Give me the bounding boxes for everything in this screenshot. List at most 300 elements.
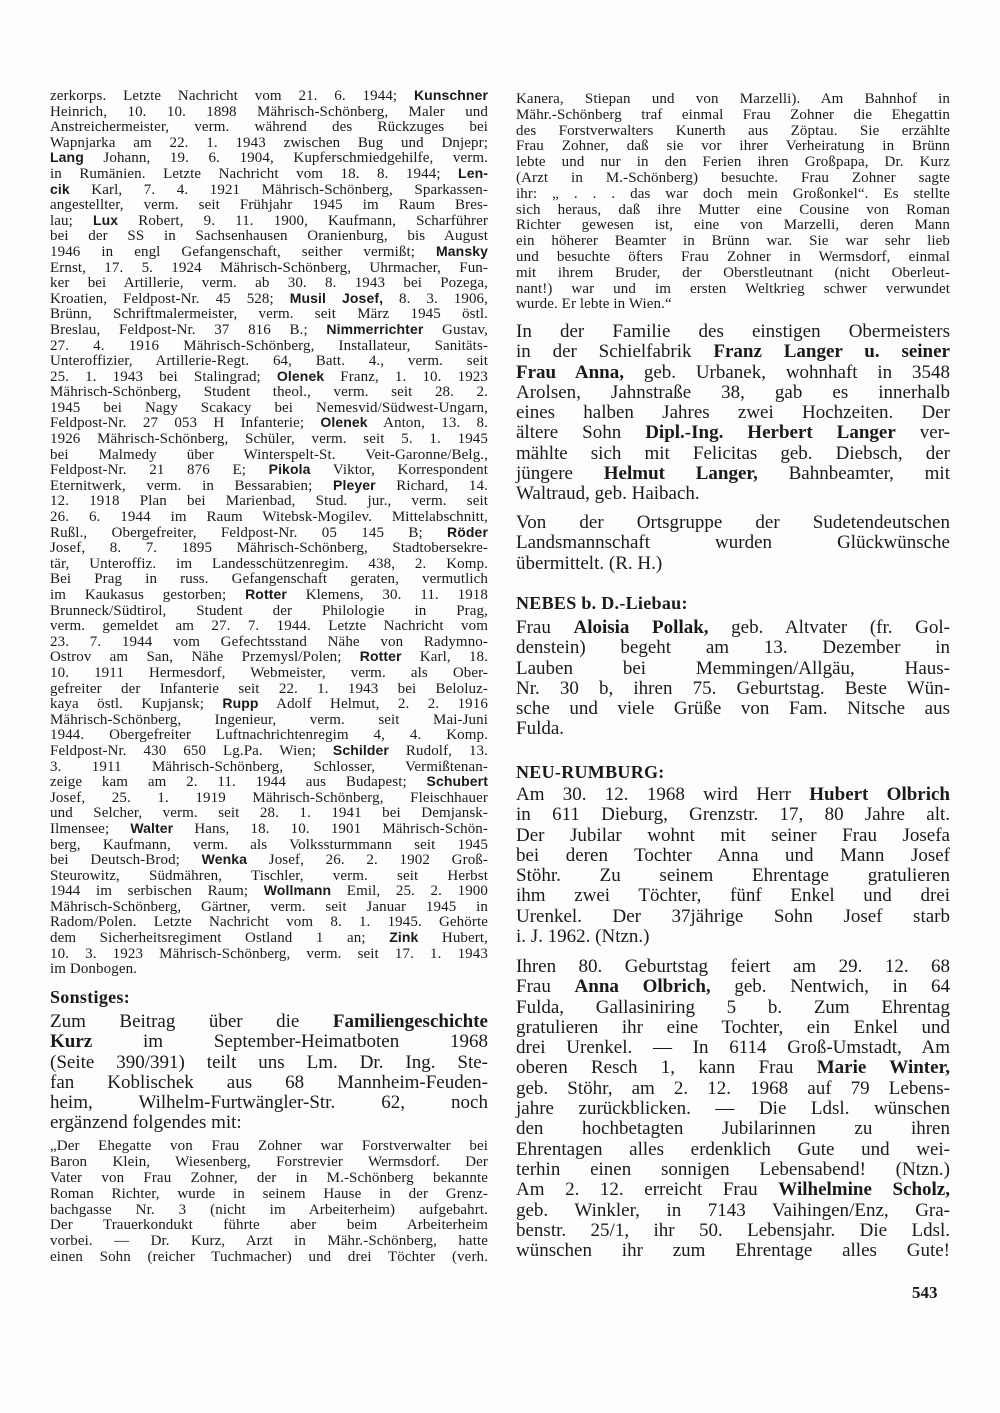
text-run: Anton, 13. 8. bbox=[367, 415, 488, 432]
text-run: drei Urenkel. — In 6114 Groß-Umstadt, Am bbox=[516, 1037, 950, 1059]
text-run: einen Sohn (reicher Tuchmacher) und drei Töchter (verh. bbox=[50, 1249, 488, 1266]
text-line bbox=[516, 679, 950, 699]
text-run: sche und viele Grüße von Fam. Nitsche aus bbox=[516, 698, 950, 720]
text-run: bei Malmedy über Winterspelt-St. Veit-Garonne/Belg., bbox=[50, 446, 488, 463]
zohner-quote-part1 bbox=[50, 1139, 488, 1266]
text-run: (Seite 390/391) teilt uns Lm. Dr. Ing. Ste- bbox=[50, 1051, 488, 1073]
text-run: Ehrentagen alles erdenklich Gute und wei- bbox=[516, 1138, 950, 1160]
text-run: und Selcher, verm. seit 28. 1. 1941 bei Demjansk- bbox=[50, 805, 488, 822]
text-line bbox=[50, 416, 488, 432]
text-line bbox=[50, 320, 488, 339]
text-run: 26. 6. 1944 im Raum Witebsk-Mogilev. Mittelabschnitt, bbox=[50, 509, 488, 526]
text-line bbox=[516, 218, 950, 234]
text-line bbox=[50, 884, 488, 900]
text-line bbox=[516, 155, 950, 171]
text-line bbox=[50, 1139, 488, 1155]
text-run: im Kaukasus gestorben; bbox=[50, 587, 246, 603]
text-line bbox=[516, 785, 950, 805]
bold-name: Olenek bbox=[276, 367, 325, 384]
bold-name: Kurz bbox=[50, 1031, 93, 1053]
text-run: zeige kam am 2. 11. 1944 aus Budapest; bbox=[50, 774, 427, 791]
text-run: bachgasse Nr. 3 (nicht im Arbeiterheim) aufgebahrt. bbox=[50, 1201, 488, 1218]
text-run: Franz, 1. 10. 1923 bbox=[324, 368, 488, 385]
text-line bbox=[50, 682, 488, 698]
text-line bbox=[50, 819, 488, 838]
text-run: übermittelt. (R. H.) bbox=[516, 552, 663, 574]
text-run: Breslau, Feldpost-Nr. 37 816 B.; bbox=[50, 321, 327, 338]
text-line bbox=[516, 444, 950, 464]
text-line bbox=[50, 289, 488, 308]
text-run: Josef, 8. 7. 1895 Mährisch-Schönberg, Stadtobersekre- bbox=[50, 540, 488, 557]
text-run: Viktor, Korrespondent bbox=[310, 462, 488, 479]
text-line bbox=[50, 962, 488, 978]
text-line bbox=[516, 957, 950, 977]
text-line bbox=[516, 927, 950, 947]
text-line bbox=[516, 1079, 950, 1099]
text-run: Feldpost-Nr. 27 053 H Infanterie; bbox=[50, 415, 321, 432]
text-run: Wapnjarka am 22. 1. 1943 zwischen Bug und Dnjepr; bbox=[50, 134, 488, 151]
text-line bbox=[516, 907, 950, 927]
text-run: Am 30. 12. 1968 wird Herr bbox=[516, 784, 810, 805]
bold-name: Helmut Langer, bbox=[603, 463, 758, 485]
text-run: terhin einen sonnigen Lebensabend! (Ntzn.) bbox=[516, 1158, 950, 1180]
bold-name: Wilhelmine Scholz, bbox=[778, 1179, 950, 1201]
text-line bbox=[50, 541, 488, 557]
text-run: Emil, 25. 2. 1900 bbox=[331, 883, 488, 900]
text-run: Josef, 25. 1. 1919 Mährisch-Schönberg, Fleischhauer bbox=[50, 789, 488, 806]
text-line bbox=[50, 775, 488, 791]
bold-name: Rotter bbox=[245, 586, 287, 602]
text-line bbox=[50, 1012, 488, 1032]
text-line bbox=[50, 604, 488, 620]
text-line bbox=[50, 697, 488, 713]
text-line bbox=[516, 363, 950, 383]
text-run: Feldpost-Nr. 430 650 Lg.Pa. Wien; bbox=[50, 742, 333, 759]
text-run: Zum Beitrag über die bbox=[50, 1011, 333, 1032]
text-run: Baron Klein, Wiesenberg, Forstrevier Wermsdorf. Der bbox=[50, 1153, 488, 1170]
text-line bbox=[516, 886, 950, 906]
text-run: geb. Altvater (fr. Gol- bbox=[708, 617, 950, 638]
text-line bbox=[516, 1018, 950, 1038]
text-line bbox=[516, 342, 950, 362]
bold-name: Musil Josef, bbox=[289, 289, 384, 306]
text-run: geb. Winkler, in 7143 Vaihingen/Enz, Gra- bbox=[516, 1199, 950, 1221]
bold-name: Hubert Olbrich bbox=[809, 784, 950, 805]
text-line bbox=[516, 484, 950, 504]
text-run: ver- bbox=[895, 422, 950, 444]
text-line bbox=[516, 659, 950, 679]
text-run: Feldpost-Nr. 21 876 E; bbox=[50, 462, 269, 479]
text-run: Anstreichermeister, verm. während des Rückzuges bei bbox=[50, 119, 488, 136]
text-line bbox=[50, 432, 488, 448]
text-line bbox=[516, 187, 950, 203]
text-run: Hubert, bbox=[418, 930, 488, 947]
text-run: 10. 1911 Hermesdorf, Webmeister, verm. als Ober- bbox=[50, 664, 488, 681]
text-line bbox=[50, 476, 488, 495]
text-run: Richter gewesen ist, eine von Marzelli, deren Mann bbox=[516, 217, 950, 234]
text-line bbox=[50, 838, 488, 854]
text-run: Frau bbox=[516, 617, 574, 638]
text-run: Von der Ortsgruppe der Sudetendeutschen bbox=[516, 512, 950, 533]
text-run: Hans, 18. 10. 1901 Mährisch-Schön- bbox=[173, 820, 488, 837]
bold-name: Schubert bbox=[426, 773, 488, 790]
bold-name: Lux bbox=[92, 211, 119, 228]
text-line bbox=[50, 666, 488, 682]
text-line bbox=[516, 139, 950, 155]
text-line bbox=[50, 760, 488, 776]
text-line bbox=[516, 108, 950, 124]
kurz-family-intro bbox=[50, 1012, 488, 1134]
text-run: bei Deutsch-Brod; bbox=[50, 852, 202, 869]
text-run: fan Koblischek aus 68 Mannheim-Feuden- bbox=[50, 1071, 488, 1093]
text-line bbox=[50, 105, 488, 121]
text-run: Kanera, Stiepan und von Marzelli). Am Bahnhof in bbox=[516, 91, 950, 107]
text-line bbox=[516, 1119, 950, 1139]
text-run: ihr: „ . . . das war doch mein Großonkel“. Es stellte bbox=[516, 185, 950, 202]
text-run: Am 2. 12. erreicht Frau bbox=[516, 1179, 779, 1201]
text-line bbox=[50, 806, 488, 822]
text-run: in Rumänien. Letzte Nachricht vom 18. 8. 1944; bbox=[50, 165, 459, 182]
text-run: ältere Sohn bbox=[516, 422, 646, 444]
text-run: Stöhr. Zu seinem Ehrentage gratulieren bbox=[516, 865, 950, 887]
text-run: geb. Nentwich, in 64 bbox=[710, 976, 951, 998]
text-run: Klemens, 30. 11. 1918 bbox=[286, 587, 488, 603]
text-run: zerkorps. Letzte Nachricht vom 21. 6. 1944; bbox=[50, 88, 414, 104]
text-line bbox=[516, 1180, 950, 1200]
text-run: 27. 4. 1916 Mährisch-Schönberg, Installateur, Sanitäts- bbox=[50, 337, 488, 354]
text-run: 8. 3. 1906, bbox=[383, 290, 488, 307]
text-line bbox=[516, 423, 950, 443]
section-heading-neu-rumburg: NEU-RUMBURG: bbox=[516, 762, 665, 782]
text-line bbox=[50, 728, 488, 744]
text-run: 12. 1918 Plan bei Marienbad, Stud. jur., verm. seit bbox=[50, 493, 488, 510]
text-run: verm. gemeldet am 27. 7. 1944. Letzte Nachricht vom bbox=[50, 618, 488, 635]
bold-name: Rupp bbox=[222, 695, 259, 712]
text-line bbox=[516, 846, 950, 866]
bold-name: Franz Langer u. seiner bbox=[713, 341, 950, 363]
text-line bbox=[516, 124, 950, 140]
text-run: 3. 1911 Mährisch-Schönberg, Schlosser, Vermißtenan- bbox=[50, 758, 488, 775]
text-run: Ilmensee; bbox=[50, 820, 131, 837]
text-run: Kroatien, Feldpost-Nr. 45 528; bbox=[50, 290, 290, 307]
text-line bbox=[516, 866, 950, 886]
text-run: gratulieren ihr eine Tochter, ein Enkel und bbox=[516, 1016, 950, 1038]
text-run: lau; bbox=[50, 212, 93, 229]
text-line bbox=[50, 1218, 488, 1234]
text-line bbox=[516, 1241, 950, 1261]
text-line bbox=[516, 282, 950, 298]
text-line bbox=[50, 931, 488, 947]
text-run: geb. Urbanek, wohnhaft in 3548 bbox=[624, 361, 951, 383]
bold-name: Marie Winter, bbox=[816, 1057, 951, 1079]
text-run: und besuchte öfters Frau Zohner in Wermsdorf, einmal bbox=[516, 248, 950, 265]
text-line bbox=[516, 533, 950, 553]
text-line bbox=[516, 554, 950, 574]
text-run: Fulda, Gallasiniring 5 b. Zum Ehrentag bbox=[516, 996, 950, 1018]
text-line bbox=[516, 1038, 950, 1058]
text-line bbox=[516, 383, 950, 403]
text-run: mählte sich mit Felicitas geb. Diebsch, der bbox=[516, 442, 950, 464]
text-run: ihm zwei Töchter, fünf Enkel und drei bbox=[516, 885, 950, 907]
text-line bbox=[50, 1113, 488, 1133]
text-run: sich heraus, daß ihre Mutter eine Cousine von Roman bbox=[516, 201, 950, 218]
text-run: Frau bbox=[516, 976, 575, 998]
text-line bbox=[50, 619, 488, 635]
text-run: gefreiter der Infanterie seit 22. 1. 1943 bei Beloluz- bbox=[50, 680, 488, 697]
text-line bbox=[50, 1250, 488, 1266]
text-run: Rußl., Obergefreiter, Feldpost-Nr. 05 145 B; bbox=[50, 524, 448, 541]
text-run: Arolsen, Jahnstraße 38, gab es innerhalb bbox=[516, 381, 950, 403]
bold-name: Len- bbox=[458, 164, 488, 181]
text-line bbox=[50, 242, 488, 261]
bold-name: Zink bbox=[389, 929, 419, 946]
text-line bbox=[516, 297, 950, 313]
bold-name: cik bbox=[50, 180, 70, 197]
text-line bbox=[516, 638, 950, 658]
text-line bbox=[516, 1160, 950, 1180]
bold-name: Nimmerrichter bbox=[326, 320, 424, 337]
text-line bbox=[50, 494, 488, 510]
text-line bbox=[516, 1221, 950, 1241]
text-run: benstr. 25/1, ihr 50. Lebensjahr. Die Ldsl. bbox=[516, 1219, 950, 1241]
text-line bbox=[516, 203, 950, 219]
text-run: Nr. 30 b, ihren 75. Geburtstag. Beste Wün- bbox=[516, 677, 950, 699]
text-run: Radom/Polen. Letzte Nachricht vom 8. 1. 1945. Gehörte bbox=[50, 914, 488, 931]
bold-name: Kunschner bbox=[413, 87, 488, 103]
text-run: Mährisch-Schönberg, Ingenieur, verm. seit Mai-Juni bbox=[50, 711, 488, 728]
text-run: (Arzt in M.-Schönberg) besuchte. Frau Zohner sagte bbox=[516, 169, 950, 186]
text-line bbox=[50, 367, 488, 386]
text-line bbox=[516, 998, 950, 1018]
text-run: Mährisch-Schönberg, Student theol., verm. seit 28. 2. bbox=[50, 384, 488, 401]
text-run: 1926 Mährisch-Schönberg, Schüler, verm. seit 5. 1. 1945 bbox=[50, 431, 488, 448]
text-run: eines halben Jahres zwei Hochzeiten. Der bbox=[516, 402, 950, 424]
text-line bbox=[50, 211, 488, 230]
bold-name: Olenek bbox=[320, 414, 368, 431]
text-run: i. J. 1962. (Ntzn.) bbox=[516, 926, 650, 948]
text-run: bei der SS in Sachsenhausen Oranienburg, bis August bbox=[50, 228, 488, 245]
text-run: 1946 in engl Gefangenschaft, seither vermißt; bbox=[50, 243, 437, 260]
text-run: Der Trauerkondukt führte aber beim Arbeiterheim bbox=[50, 1217, 488, 1234]
text-run: nant!) war und im ersten Weltkrieg schwer verwundet bbox=[516, 280, 950, 297]
text-line bbox=[50, 261, 488, 277]
text-line bbox=[50, 1093, 488, 1113]
text-line bbox=[50, 713, 488, 729]
olbrich-birthday-paragraph bbox=[516, 785, 950, 947]
text-run: in 611 Dieburg, Grenzstr. 17, 80 Jahre alt. bbox=[516, 804, 950, 826]
text-run: 10. 3. 1923 Mährisch-Schönberg, verm. seit 17. 1. 1943 bbox=[50, 945, 488, 962]
text-line bbox=[50, 650, 488, 666]
section-heading-nebes: NEBES b. D.-Liebau: bbox=[516, 593, 688, 613]
text-line bbox=[50, 339, 488, 355]
text-line bbox=[50, 1234, 488, 1250]
text-run: dem Sicherheitsregiment Ostland 1 an; bbox=[50, 930, 390, 947]
text-run: Lauben bei Memmingen/Allgäu, Haus- bbox=[516, 657, 950, 679]
text-line bbox=[516, 826, 950, 846]
section-heading-sonstiges: Sonstiges: bbox=[50, 987, 131, 1007]
text-line bbox=[516, 977, 950, 997]
text-run: Brünn, Schriftmalermeister, verm. seit März 1945 östl. bbox=[50, 306, 488, 323]
text-line bbox=[516, 266, 950, 282]
text-run: in der Schielfabrik bbox=[516, 341, 714, 363]
text-line bbox=[50, 1171, 488, 1187]
text-run: kaya östl. Kupjansk; bbox=[50, 696, 223, 713]
bold-name: Walter bbox=[130, 819, 174, 836]
zohner-quote-part2 bbox=[516, 92, 950, 313]
text-run: Roman Richter, wurde in seinem Hause in der Grenz- bbox=[50, 1185, 488, 1202]
text-line bbox=[50, 164, 488, 183]
text-run: tär, Unteroffiz. im Landesschützenregim. 438, 2. Komp. bbox=[50, 555, 488, 572]
text-run: vorbei. — Dr. Kurz, Arzt in Mähr.-Schönberg, hatte bbox=[50, 1233, 488, 1250]
text-line bbox=[50, 557, 488, 573]
bold-name: Wenka bbox=[201, 851, 248, 868]
text-run: ein höherer Beamter in Brünn war. Sie war sehr lieb bbox=[516, 233, 950, 250]
text-run: mit ihrem Bruder, der Oberstleutnant (nicht Oberleut- bbox=[516, 264, 950, 281]
pollak-birthday-paragraph bbox=[516, 618, 950, 740]
text-line bbox=[50, 510, 488, 526]
text-run: Karl, 18. bbox=[401, 649, 489, 666]
text-line bbox=[50, 463, 488, 479]
bold-name: Anna Olbrich, bbox=[574, 976, 711, 998]
text-run: Unteroffizier, Artillerie-Regt. 64, Batt. 4., verm. seit bbox=[50, 353, 488, 370]
text-line bbox=[50, 385, 488, 401]
text-run: 1944 im serbischen Raum; bbox=[50, 883, 264, 900]
bold-name: Lang bbox=[50, 149, 84, 166]
text-run: Landsmannschaft wurden Glückwünsche bbox=[516, 532, 950, 554]
text-run: angestellter, verm. seit Frühjahr 1945 im Raum Bres- bbox=[50, 197, 488, 214]
text-line bbox=[50, 180, 488, 199]
text-run: Ihren 80. Geburtstag feiert am 29. 12. 68 bbox=[516, 956, 950, 977]
text-line bbox=[50, 853, 488, 869]
text-line bbox=[50, 741, 488, 760]
text-run: des Forstverwalters Kunerth aus Zöptau. Sie erzählte bbox=[516, 122, 950, 139]
text-line bbox=[516, 1201, 950, 1221]
text-line bbox=[50, 229, 488, 245]
bold-name: Pleyer bbox=[333, 476, 376, 493]
text-run: 1945 bei Nagy Scakacy bei Nemesvid/Südwest-Ungarn, bbox=[50, 399, 488, 416]
text-run: ker bei Artillerie, verm. ab 30. 8. 1943 bei Pozega, bbox=[50, 275, 488, 292]
text-line bbox=[516, 1058, 950, 1078]
text-line bbox=[516, 322, 950, 342]
text-run: Bei Prag in russ. Gefangenschaft geraten, vermutlich bbox=[50, 571, 488, 588]
text-run: Robert, 9. 11. 1900, Kaufmann, Scharführer bbox=[118, 212, 488, 229]
bold-name: Mansky bbox=[436, 242, 488, 259]
text-run: Gustav, bbox=[423, 321, 488, 338]
text-run: Bahnbeamter, mit bbox=[757, 463, 950, 485]
bold-name: Aloisia Pollak, bbox=[573, 617, 709, 638]
text-run: Eternitwerk, verm. in Bessarabien; bbox=[50, 477, 334, 494]
text-run: Richard, 14. bbox=[375, 477, 488, 494]
text-line bbox=[516, 92, 950, 108]
text-line bbox=[50, 588, 488, 604]
bold-name: Dipl.-Ing. Herbert Langer bbox=[645, 422, 896, 444]
bold-name: Rotter bbox=[359, 648, 402, 665]
text-line bbox=[516, 1099, 950, 1119]
bold-name: Frau Anna, bbox=[516, 361, 624, 383]
text-run: wünschen ihr zum Ehrentage alles Gute! bbox=[516, 1240, 950, 1262]
text-run: Adolf Helmut, 2. 2. 1916 bbox=[258, 696, 488, 713]
text-line bbox=[50, 1053, 488, 1073]
missing-persons-list bbox=[50, 89, 488, 978]
text-line bbox=[50, 915, 488, 931]
text-run: Waltraud, geb. Haibach. bbox=[516, 483, 700, 505]
text-line bbox=[516, 699, 950, 719]
text-line bbox=[516, 250, 950, 266]
text-run: In der Familie des einstigen Obermeisters bbox=[516, 321, 950, 342]
text-run: Vater von Frau Zohner, der in M.-Schönberg bekannte bbox=[50, 1169, 488, 1186]
text-run: Johann, 19. 6. 1904, Kupferschmiedgehilfe, verm. bbox=[83, 150, 488, 167]
text-run: wurde. Er lebte in Wien.“ bbox=[516, 296, 672, 313]
text-line bbox=[516, 805, 950, 825]
text-run: Mährisch-Schönberg, Gärtner, verm. seit Januar 1945 in bbox=[50, 898, 488, 915]
text-line bbox=[516, 513, 950, 533]
text-run: jüngere bbox=[516, 463, 604, 485]
text-line bbox=[516, 464, 950, 484]
text-run: ergänzend folgendes mit: bbox=[50, 1112, 242, 1134]
text-run: bei deren Tochter Anna und Mann Josef bbox=[516, 844, 950, 866]
text-line bbox=[50, 791, 488, 807]
text-line bbox=[516, 171, 950, 187]
text-line bbox=[50, 1203, 488, 1219]
text-run: Heinrich, 10. 10. 1898 Mährisch-Schönberg, Maler und bbox=[50, 103, 488, 120]
text-run: Karl, 7. 4. 1921 Mährisch-Schönberg, Sparkassen- bbox=[69, 181, 488, 198]
text-line bbox=[516, 234, 950, 250]
text-run: heim, Wilhelm-Furtwängler-Str. 62, noch bbox=[50, 1092, 488, 1114]
text-line bbox=[50, 523, 488, 542]
text-run: Ostrov am San, Nähe Przemysl/Polen; bbox=[50, 649, 360, 666]
text-run: denstein) begeht am 13. Dezember in bbox=[516, 637, 950, 659]
text-run: geb. Stöhr, am 2. 12. 1968 auf 79 Lebens- bbox=[516, 1077, 950, 1099]
text-run: Mähr.-Schönberg traf einmal Frau Zohner die Ehegattin bbox=[516, 106, 950, 123]
text-run: Rudolf, 13. bbox=[388, 742, 488, 759]
text-run: „Der Ehegatte von Frau Zohner war Forstverwalter bei bbox=[50, 1138, 488, 1154]
bold-name: Pikola bbox=[268, 461, 311, 478]
text-line bbox=[516, 1140, 950, 1160]
bold-name: Schilder bbox=[332, 741, 389, 758]
bold-name: Wollmann bbox=[263, 882, 332, 899]
text-run: Ernst, 17. 5. 1924 Mährisch-Schönberg, Uhrmacher, Fun- bbox=[50, 259, 488, 276]
text-run: Fulda. bbox=[516, 718, 565, 740]
text-line bbox=[50, 1073, 488, 1093]
text-run: lebte und nur in den Ferien ihren Großpapa, Dr. Kurz bbox=[516, 154, 950, 171]
text-line bbox=[516, 719, 950, 739]
text-run: Der Jubilar wohnt mit seiner Frau Josefa bbox=[516, 824, 950, 846]
text-line bbox=[50, 1187, 488, 1203]
text-run: Brunneck/Südtirol, Student der Philologie in Prag, bbox=[50, 602, 488, 619]
text-run: Josef, 26. 2. 1902 Groß- bbox=[247, 852, 488, 869]
text-run: jahre zurückblicken. — Die Ldsl. wünschen bbox=[516, 1098, 950, 1120]
text-line bbox=[50, 120, 488, 136]
page-number: 543 bbox=[912, 1283, 938, 1302]
birthdays-paragraph bbox=[516, 957, 950, 1261]
bold-name: Familiengeschichte bbox=[332, 1011, 488, 1032]
text-run: Urenkel. Der 37jährige Sohn Josef starb bbox=[516, 905, 950, 927]
text-line bbox=[516, 618, 950, 638]
text-line bbox=[50, 900, 488, 916]
text-line bbox=[50, 947, 488, 963]
landsmannschaft-greeting bbox=[516, 513, 950, 574]
bold-name: Röder bbox=[447, 523, 488, 540]
text-run: 25. 1. 1943 bei Stalingrad; bbox=[50, 368, 277, 385]
text-line bbox=[50, 276, 488, 292]
text-run: 1944. Obergefreiter Luftnachrichtenregim 4, 4. Komp. bbox=[50, 727, 488, 744]
text-line bbox=[50, 151, 488, 167]
text-run: im September-Heimatboten 1968 bbox=[92, 1031, 488, 1053]
text-line bbox=[50, 1155, 488, 1171]
text-line bbox=[50, 1032, 488, 1052]
text-line bbox=[516, 403, 950, 423]
text-line bbox=[50, 354, 488, 370]
